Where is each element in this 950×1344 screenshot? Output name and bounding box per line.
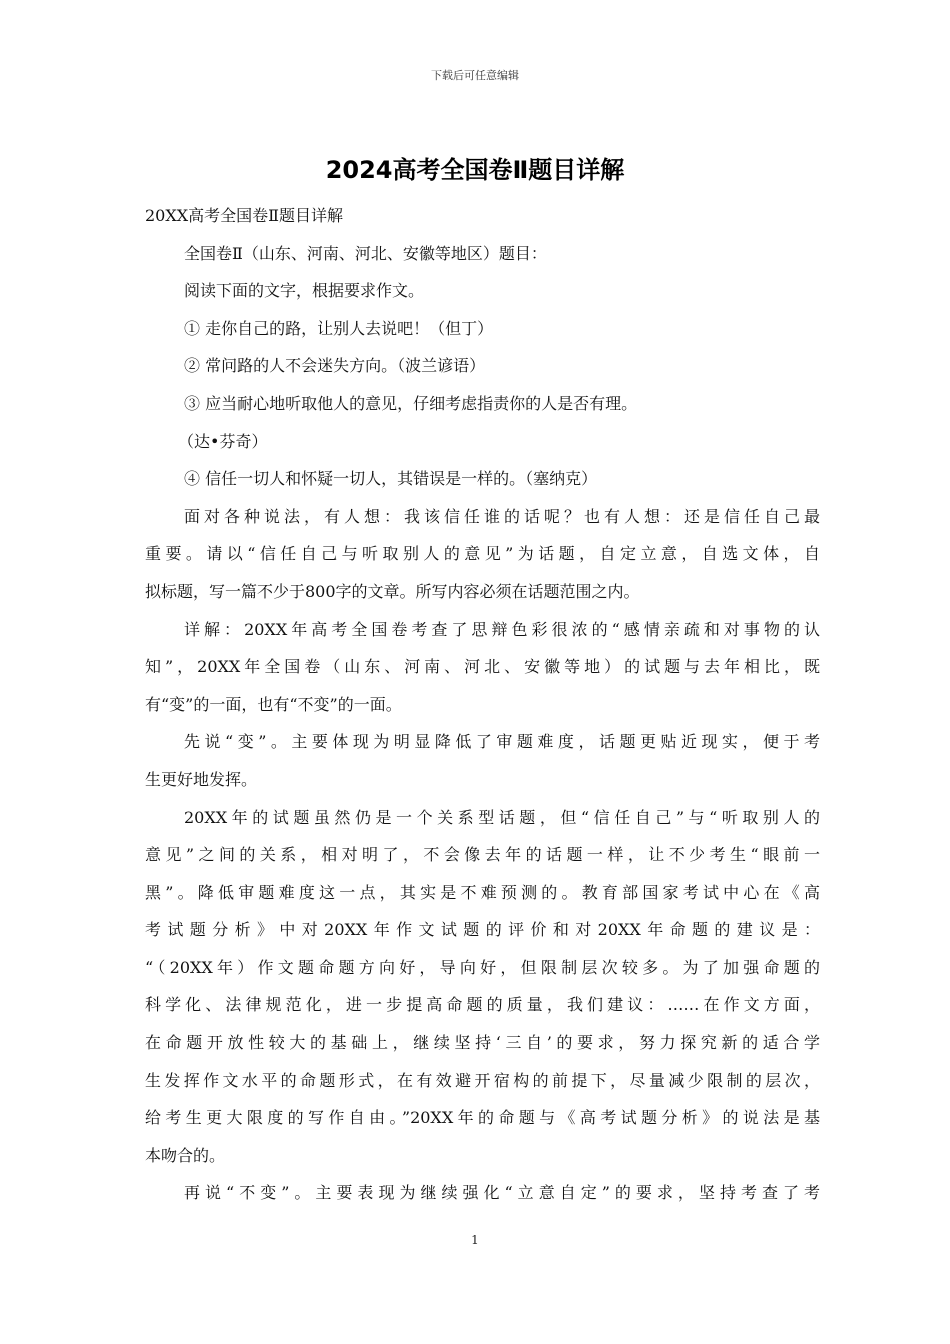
quote-line: ③ 应当耐心地听取他人的意见，仔细考虑指责你的人是否有理。	[184, 393, 638, 413]
page-header-note: 下载后可任意编辑	[431, 69, 519, 82]
body-line: 考试题分析》中对20XX年作文试题的评价和对20XX年命题的建议是：	[145, 920, 820, 940]
subtitle-line: 20XX高考全国卷Ⅱ题目详解	[145, 206, 344, 225]
body-line: 给考生更大限度的写作自由。”20XX年的命题与《高考试题分析》的说法是基	[145, 1108, 820, 1128]
body-line: 生发挥作文水平的命题形式，在有效避开宿构的前提下，尽量减少限制的层次，	[145, 1070, 820, 1090]
body-line: 拟标题，写一篇不少于800字的文章。所写内容必须在话题范围之内。	[145, 581, 640, 601]
body-line: 生更好地发挥。	[145, 769, 258, 789]
body-line: 在命题开放性较大的基础上，继续坚持‘三自’的要求，努力探究新的适合学	[145, 1033, 820, 1053]
body-line: 重要。请以“信任自己与听取别人的意见”为话题，自定立意，自选文体，自	[145, 544, 820, 564]
body-line: 有“变”的一面，也有“不变”的一面。	[145, 694, 402, 714]
body-line: 黑”。降低审题难度这一点，其实是不难预测的。教育部国家考试中心在《高	[145, 882, 820, 902]
body-line: 先说“变”。主要体现为明显降低了审题难度，话题更贴近现实，便于考	[184, 732, 820, 752]
quote-line: ① 走你自己的路，让别人去说吧！（但丁）	[184, 318, 494, 338]
quote-line: （达•芬奇）	[178, 431, 268, 451]
body-line: 科学化、法律规范化，进一步提高命题的质量，我们建议：……在作文方面，	[145, 995, 820, 1015]
body-line: 阅读下面的文字，根据要求作文。	[184, 281, 425, 301]
body-line: 意见”之间的关系，相对明了，不会像去年的话题一样，让不少考生“眼前一	[145, 845, 820, 865]
quote-line: ② 常问路的人不会迷失方向。（波兰谚语）	[184, 356, 486, 376]
body-line: 详解：20XX年高考全国卷考查了思辩色彩很浓的“感情亲疏和对事物的认	[184, 619, 820, 639]
quote-line: ④ 信任一切人和怀疑一切人，其错误是一样的。（塞纳克）	[184, 469, 598, 489]
body-line: 全国卷Ⅱ（山东、河南、河北、安徽等地区）题目：	[184, 243, 547, 263]
body-line: “（20XX年）作文题命题方向好，导向好，但限制层次较多。为了加强命题的	[145, 957, 820, 977]
document-title: 2024高考全国卷Ⅱ题目详解	[325, 156, 625, 184]
body-line: 20XX年的试题虽然仍是一个关系型话题，但“信任自己”与“听取别人的	[184, 807, 820, 827]
body-line: 本吻合的。	[145, 1145, 226, 1165]
body-line: 知”，20XX年全国卷（山东、河南、河北、安徽等地）的试题与去年相比，既	[145, 657, 820, 677]
document-body	[145, 197, 820, 1212]
body-line: 再说“不变”。主要表现为继续强化“立意自定”的要求，坚持考查了考	[184, 1183, 820, 1203]
page-number: 1	[471, 1233, 479, 1247]
body-line: 面对各种说法，有人想：我该信任谁的话呢？也有人想：还是信任自己最	[184, 506, 820, 526]
